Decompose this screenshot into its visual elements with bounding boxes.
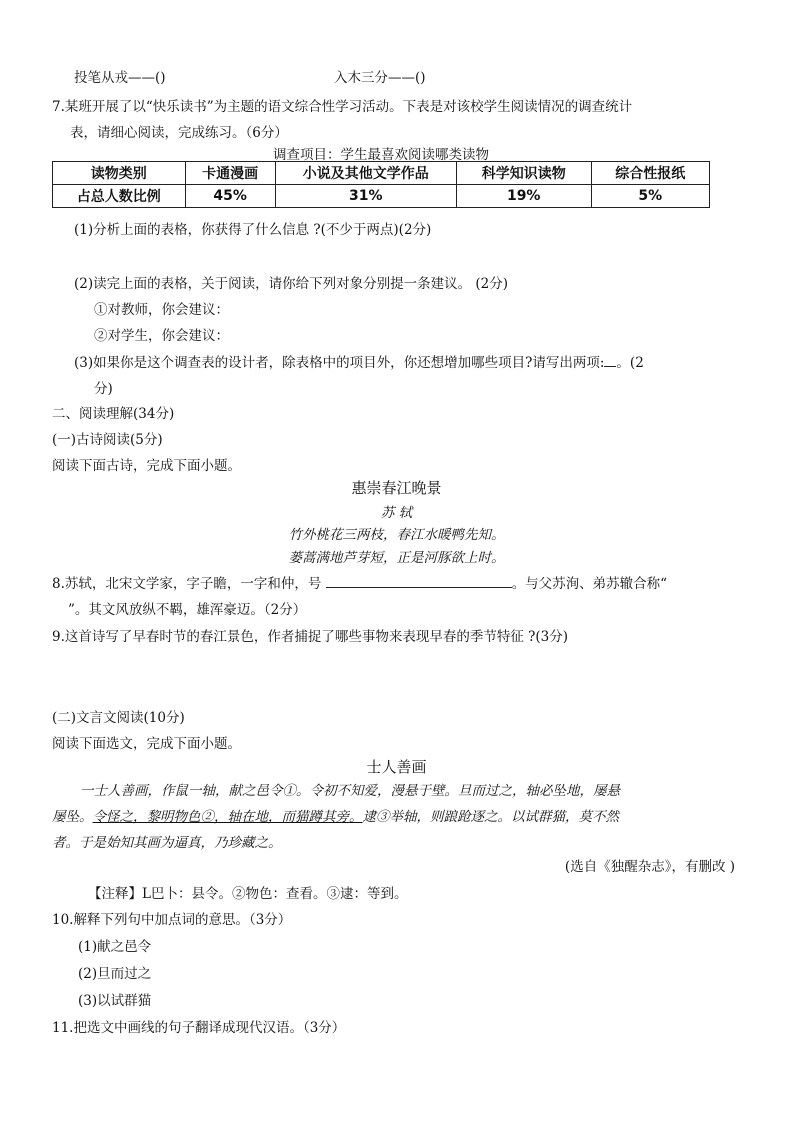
poem-title: 惠崇春江晚景	[351, 479, 442, 497]
table-header-cell: 综合性报纸	[591, 162, 709, 185]
section-2-2-instruction: 阅读下面选文，完成下面小题。	[52, 736, 241, 752]
passage	[52, 778, 742, 856]
table-header-cell: 卡通漫画	[185, 162, 275, 185]
passage-text: 逮③举轴，则踉跄逐之。以试群猫，莫不然	[362, 809, 619, 825]
passage-title: 士人善画	[366, 758, 427, 776]
idiom-b: 入木三分——()	[334, 70, 426, 86]
q7-2: (2)读完上面的表格，关于阅读，请你给下列对象分别提一条建议。 (2分)	[74, 276, 509, 292]
q7-line2: 表，请细心阅读，完成练习。（6分）	[70, 125, 288, 141]
section-2-2-heading: (二)文言文阅读(10分)	[52, 710, 185, 726]
q8	[52, 572, 667, 592]
passage-source: (选自《独醒杂志》，有删改 )	[564, 859, 735, 875]
idiom-a: 投笔从戎——()	[74, 70, 166, 86]
q7-line1: 7.某班开展了以“快乐读书”为主题的语文综合性学习活动。下表是对该校学生阅读情况的调查统计	[52, 99, 633, 115]
poem-line-2: 蒌蒿满地芦芽短，正是河豚欲上时。	[288, 550, 505, 566]
section-2-1-heading: (一)古诗阅读(5分)	[52, 432, 163, 448]
table-cell: 5%	[591, 185, 709, 208]
answer-blank[interactable]	[326, 573, 512, 588]
table-cell: 占总人数比例	[53, 185, 186, 208]
answer-blank[interactable]	[604, 352, 616, 367]
passage-text: 屡坠。	[52, 809, 93, 825]
table-header-cell: 科学知识读物	[456, 162, 591, 185]
table-header-row	[53, 162, 710, 185]
q7-3	[74, 351, 644, 371]
q10-2: (2)旦而过之	[78, 966, 152, 982]
table-cell: 45%	[185, 185, 275, 208]
table-row	[53, 185, 710, 208]
poem-line-1: 竹外桃花三两枝，春江水暖鸭先知。	[288, 527, 505, 543]
section-2-heading: 二、阅读理解(34分)	[52, 406, 175, 422]
passage-line-2	[52, 804, 742, 830]
annotation-notes: 【注释】L巴卜：县令。②物色：查看。③逮：等到。	[88, 886, 408, 902]
table-caption: 调查项目：学生最喜欢阅读哪类读物	[273, 147, 489, 163]
q7-3-text: (3)如果你是这个调查表的设计者，除表格中的项目外，你还想增加哪些项目?请写出两项:	[74, 355, 605, 371]
q11: 11.把选文中画线的句子翻译成现代汉语。（3分）	[52, 1020, 346, 1036]
passage-line-1: 一士人善画，作鼠一轴，献之邑令①。令初不知爱，漫悬于壁。旦而过之，轴必坠地，屡悬	[80, 783, 620, 799]
q9: 9.这首诗写了早春时节的春江景色，作者捕捉了哪些事物来表现早春的季节特征 ?(3分)	[52, 629, 569, 645]
table-cell: 19%	[456, 185, 591, 208]
table-header-cell: 读物类别	[53, 162, 186, 185]
survey-table	[52, 161, 710, 208]
table-cell: 31%	[275, 185, 456, 208]
poem-author: 苏 轼	[380, 505, 413, 521]
underlined-sentence: 令怪之，黎明物色②，轴在地，而猫蹲其旁。	[92, 809, 363, 825]
q10-1: (1)献之邑令	[78, 939, 152, 955]
q7-3-tail: 分)	[94, 381, 113, 397]
q8-text-cont: 。与父苏洵、弟苏辙合称“	[511, 576, 668, 592]
q8-text: 8.苏轼，北宋文学家，字子瞻，一字和仲，号	[52, 576, 322, 592]
q8-line2: ”。其文风放纵不羁，雄浑豪迈。（2分）	[68, 602, 307, 618]
passage-line-3: 者。于是始知其画为逼真，乃珍藏之。	[52, 835, 282, 851]
q7-2a: ①对教师，你会建议：	[94, 302, 229, 318]
q10-3: (3)以试群猫	[78, 993, 152, 1009]
q7-1: (1)分析上面的表格，你获得了什么信息 ?(不少于两点)(2分)	[74, 222, 432, 238]
q7-3-points: 。(2	[616, 355, 644, 371]
q10: 10.解释下列句中加点词的意思。（3分）	[52, 912, 292, 928]
table-header-cell: 小说及其他文学作品	[275, 162, 456, 185]
section-2-1-instruction: 阅读下面古诗，完成下面小题。	[52, 458, 241, 474]
q7-2b: ②对学生，你会建议：	[94, 328, 229, 344]
